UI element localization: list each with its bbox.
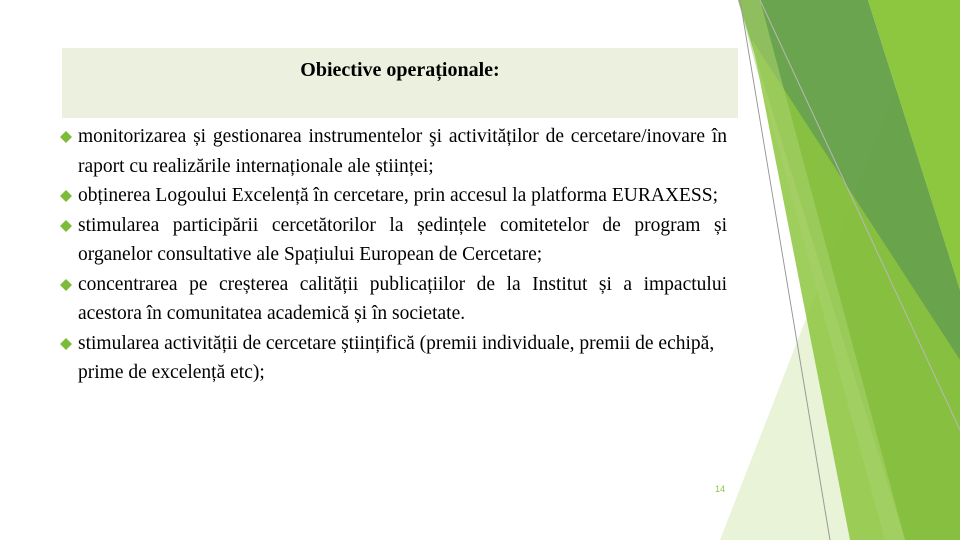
list-item (60, 211, 727, 270)
diamond-bullet-icon (60, 279, 72, 291)
list-item-text: obținerea Logoului Excelență în cercetare, prin accesul la platforma EURAXESS; (78, 185, 719, 206)
list-item-text: stimularea participării cercetătorilor la ședințele comitetelor de program și organelor consultative ale Spațiului European de Cercetare; (78, 214, 727, 265)
list-item-text: concentrarea pe creșterea calității publicațiilor de la Institut și a impactului acestora în comunitatea academică și în societate. (78, 273, 727, 324)
diamond-bullet-icon (60, 131, 72, 143)
diamond-bullet-icon (60, 220, 72, 232)
slide-title: Obiective operaționale: (300, 59, 500, 81)
list-item-text: stimularea activității de cercetare științifică (premii individuale, premii de echipă, prime de excelență etc); (78, 332, 715, 383)
list-item (60, 329, 727, 388)
diamond-bullet-icon (60, 190, 72, 202)
list-item-text: monitorizarea și gestionarea instrumentelor şi activităților de cercetare/inovare în raport cu realizările internaționale ale științei; (78, 126, 727, 177)
list-item (60, 122, 727, 181)
list-item (60, 181, 727, 211)
list-item (60, 270, 727, 329)
diamond-bullet-icon (60, 338, 72, 350)
page-number: 14 (714, 484, 725, 494)
objectives-list (60, 122, 727, 388)
